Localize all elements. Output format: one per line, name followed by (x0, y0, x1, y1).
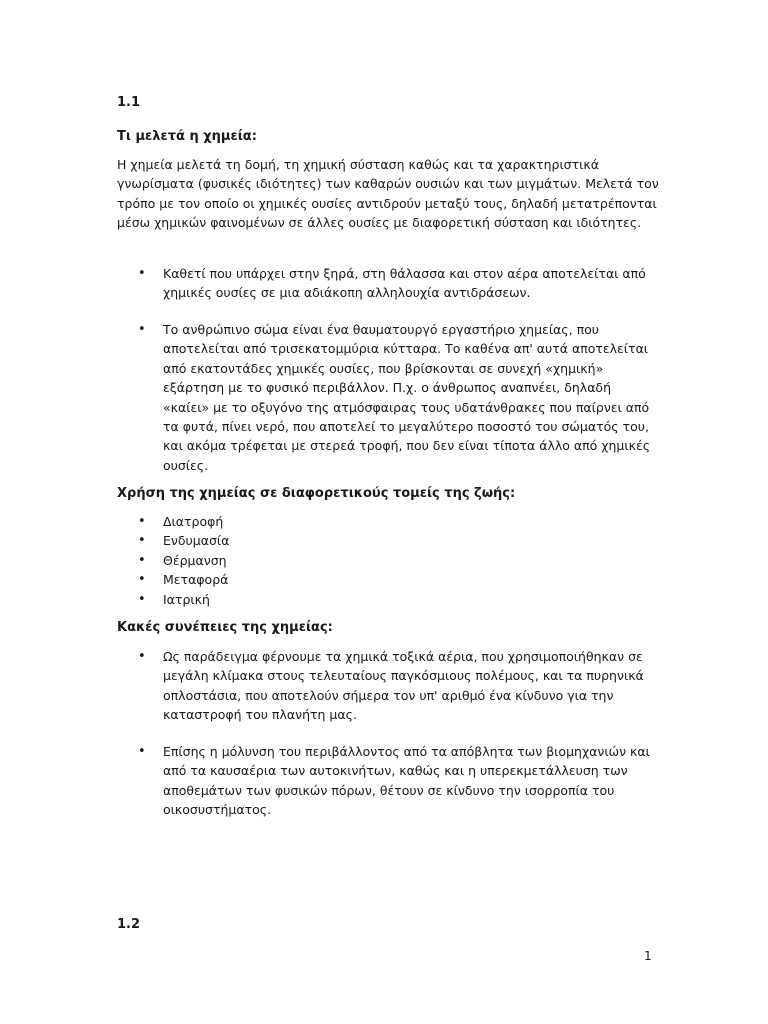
list-item-text: Το ανθρώπινο σώμα είναι ένα θαυματουργό εργαστήριο χημείας, που αποτελείται από τρισεκατομμύρια κύτταρα. Το καθένα απ' αυτά αποτελείται από εκατοντάδες χημικές ουσίες, που βρίσκονται σε συνεχή «χημική» εξάρτηση με το φυσικό περιβάλλον. Π.χ. ο άνθρωπος αναπνέει, δηλαδή «καίει» με το οξυγόνο της ατμόσφαιρας τους υδατάνθρακες που παίρνει από τα φυτά, πίνει νερό, που αποτελεί το μεγαλύτερο ποσοστό του σώματός του, και ακόμα τρέφεται με στερεά τροφή, που δεν είναι τίποτα άλλο από χημικές ουσίες. (163, 322, 651, 473)
bullet-icon: • (138, 514, 146, 529)
bullet-icon: • (138, 591, 146, 607)
list-item (117, 264, 677, 303)
list-item-text: Ιατρική (163, 591, 210, 607)
list-item-text: Μεταφορά (163, 572, 229, 588)
list-item (117, 590, 417, 609)
list-item-text: Καθετί που υπάρχει στην ξηρά, στη θάλασσα και στον αέρα αποτελείται από χημικές ουσίες σε μια αδιάκοπη αλληλουχία αντιδράσεων. (163, 266, 646, 301)
list-item (117, 570, 417, 589)
intro-paragraph: Η χημεία μελετά τη δομή, τη χημική σύσταση καθώς και τα χαρακτηριστικά γνωρίσματα (φυσικές ιδιότητες) των καθαρών ουσιών και των μιγμάτων. Μελετά τον τρόπο με τον οποίο οι χημικές ουσίες αντιδρούν μεταξύ τους, δηλαδή μετατρέπονται μέσω χημικών φαινομένων σε άλλες ουσίες με διαφορετική σύσταση και ιδιότητες. (117, 157, 659, 231)
list-item (117, 647, 677, 725)
bullet-icon: • (138, 744, 146, 759)
consequences-heading: Κακές συνέπειες της χημείας: (117, 620, 333, 635)
list-item (117, 742, 677, 820)
bullet-icon: • (138, 266, 146, 281)
bullet-icon: • (138, 572, 146, 588)
list-item (117, 512, 417, 531)
list-item-text: Ως παράδειγμα φέρνουμε τα χημικά τοξικά αέρια, που χρησιμοποιήθηκαν σε μεγάλη κλίμακα στους τελευταίους παγκόσμιους πολέμους, και τα πυρηνικά οπλοστάσια, που αποτελούν σήμερα τον υπ' αριθμό ένα κίνδυνο για την καταστροφή του πλανήτη μας. (163, 649, 644, 723)
page-number: 1 (644, 949, 652, 963)
uses-list (117, 512, 417, 609)
list-item-text: Ενδυμασία (163, 533, 230, 549)
list-item (117, 320, 677, 475)
list-item-text: Διατροφή (163, 514, 224, 529)
bullet-icon: • (138, 533, 146, 549)
list-item (117, 551, 417, 570)
section-heading: Τι μελετά η χημεία: (117, 129, 257, 144)
uses-heading: Χρήση της χημείας σε διαφορετικούς τομείς της ζωής: (117, 486, 516, 501)
bullet-icon: • (138, 322, 146, 337)
bullet-icon: • (138, 552, 146, 568)
section-number: 1.2 (117, 917, 141, 932)
bullet-icon: • (138, 649, 146, 664)
section-number: 1.1 (117, 95, 141, 110)
list-item-text: Θέρμανση (163, 552, 227, 568)
list-item (117, 531, 417, 550)
list-item-text: Επίσης η μόλυνση του περιβάλλοντος από τα απόβλητα των βιομηχανιών και από τα καυσαέρια των αυτοκινήτων, καθώς και η υπερεκμετάλλευση των αποθεμάτων των φυσικών πόρων, θέτουν σε κίνδυνο την ισορροπία του οικοσυστήματος. (163, 744, 650, 818)
